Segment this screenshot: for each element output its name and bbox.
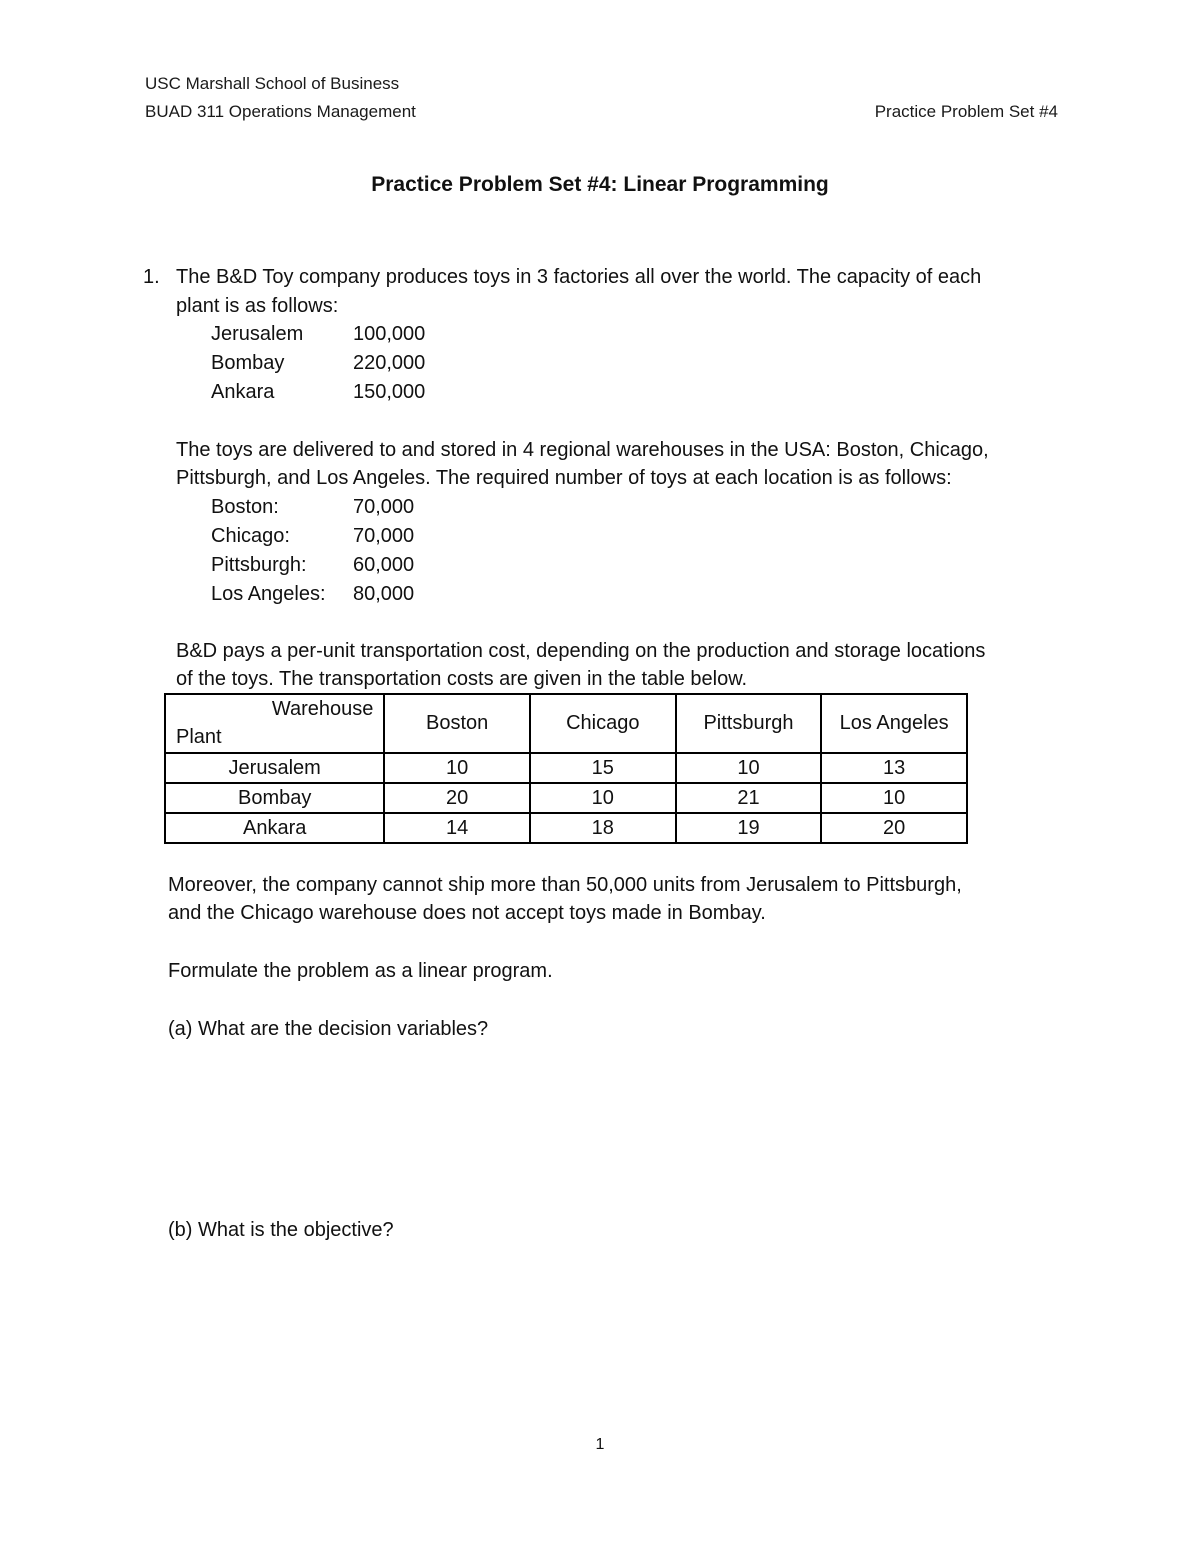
cost-cell: 20 — [384, 783, 530, 813]
cost-cell: 10 — [384, 753, 530, 783]
table-row — [165, 753, 967, 783]
plant-name: Bombay — [211, 352, 285, 374]
question-a: (a) What are the decision variables? — [168, 1018, 489, 1040]
cost-cell: 15 — [530, 753, 676, 783]
cost-line-2: of the toys. The transportation costs are given in the table below. — [176, 668, 748, 690]
table-corner-cell — [165, 694, 384, 753]
question-b: (b) What is the objective? — [168, 1219, 394, 1241]
problem-number: 1. — [143, 266, 160, 288]
row-plant-cell: Bombay — [165, 783, 384, 813]
cost-cell: 13 — [821, 753, 967, 783]
plant-capacity: 220,000 — [353, 352, 426, 374]
warehouse-name: Boston: — [211, 496, 279, 518]
warehouse-required: 60,000 — [353, 554, 415, 576]
formulate-instruction: Formulate the problem as a linear program. — [168, 960, 553, 982]
intro-line-2: plant is as follows: — [176, 295, 339, 317]
plant-capacity: 100,000 — [353, 323, 426, 345]
cost-cell: 18 — [530, 813, 676, 843]
column-header: Pittsburgh — [676, 694, 822, 753]
cost-cell: 10 — [530, 783, 676, 813]
cost-cell: 20 — [821, 813, 967, 843]
intro-line-1: The B&D Toy company produces toys in 3 factories all over the world. The capacity of each — [176, 266, 982, 288]
warehouse-name: Los Angeles: — [211, 583, 326, 605]
table-header-row — [165, 694, 967, 753]
page-title: Practice Problem Set #4: Linear Programming — [371, 173, 829, 196]
warehouse-required: 70,000 — [353, 525, 415, 547]
table-row — [165, 813, 967, 843]
corner-warehouse-label: Warehouse — [271, 698, 374, 720]
warehouse-required: 80,000 — [353, 583, 415, 605]
page-number: 1 — [595, 1436, 605, 1453]
constraint-line-1: Moreover, the company cannot ship more than 50,000 units from Jerusalem to Pittsburgh, — [168, 874, 962, 896]
cost-cell: 19 — [676, 813, 822, 843]
constraint-line-2: and the Chicago warehouse does not accept toys made in Bombay. — [168, 902, 766, 924]
plant-name: Ankara — [211, 381, 275, 403]
cost-line-1: B&D pays a per-unit transportation cost, depending on the production and storage locations — [176, 640, 986, 662]
warehouse-name: Pittsburgh: — [211, 554, 307, 576]
plant-name: Jerusalem — [211, 323, 304, 345]
header-set-label: Practice Problem Set #4 — [874, 102, 1058, 121]
column-header: Los Angeles — [821, 694, 967, 753]
cost-cell: 10 — [676, 753, 822, 783]
cost-cell: 10 — [821, 783, 967, 813]
corner-plant-label: Plant — [176, 726, 222, 748]
row-plant-cell: Jerusalem — [165, 753, 384, 783]
header-school: USC Marshall School of Business — [145, 74, 400, 93]
table-row — [165, 783, 967, 813]
header-course: BUAD 311 Operations Management — [145, 102, 416, 121]
warehouse-name: Chicago: — [211, 525, 290, 547]
column-header: Boston — [384, 694, 530, 753]
column-header: Chicago — [530, 694, 676, 753]
row-plant-cell: Ankara — [165, 813, 384, 843]
cost-cell: 14 — [384, 813, 530, 843]
warehouse-line-1: The toys are delivered to and stored in 4 regional warehouses in the USA: Boston, Chicago, — [176, 439, 989, 461]
cost-cell: 21 — [676, 783, 822, 813]
warehouse-required: 70,000 — [353, 496, 415, 518]
cost-table — [164, 693, 968, 844]
warehouse-line-2: Pittsburgh, and Los Angeles. The required number of toys at each location is as follows: — [176, 467, 952, 489]
plant-capacity: 150,000 — [353, 381, 426, 403]
